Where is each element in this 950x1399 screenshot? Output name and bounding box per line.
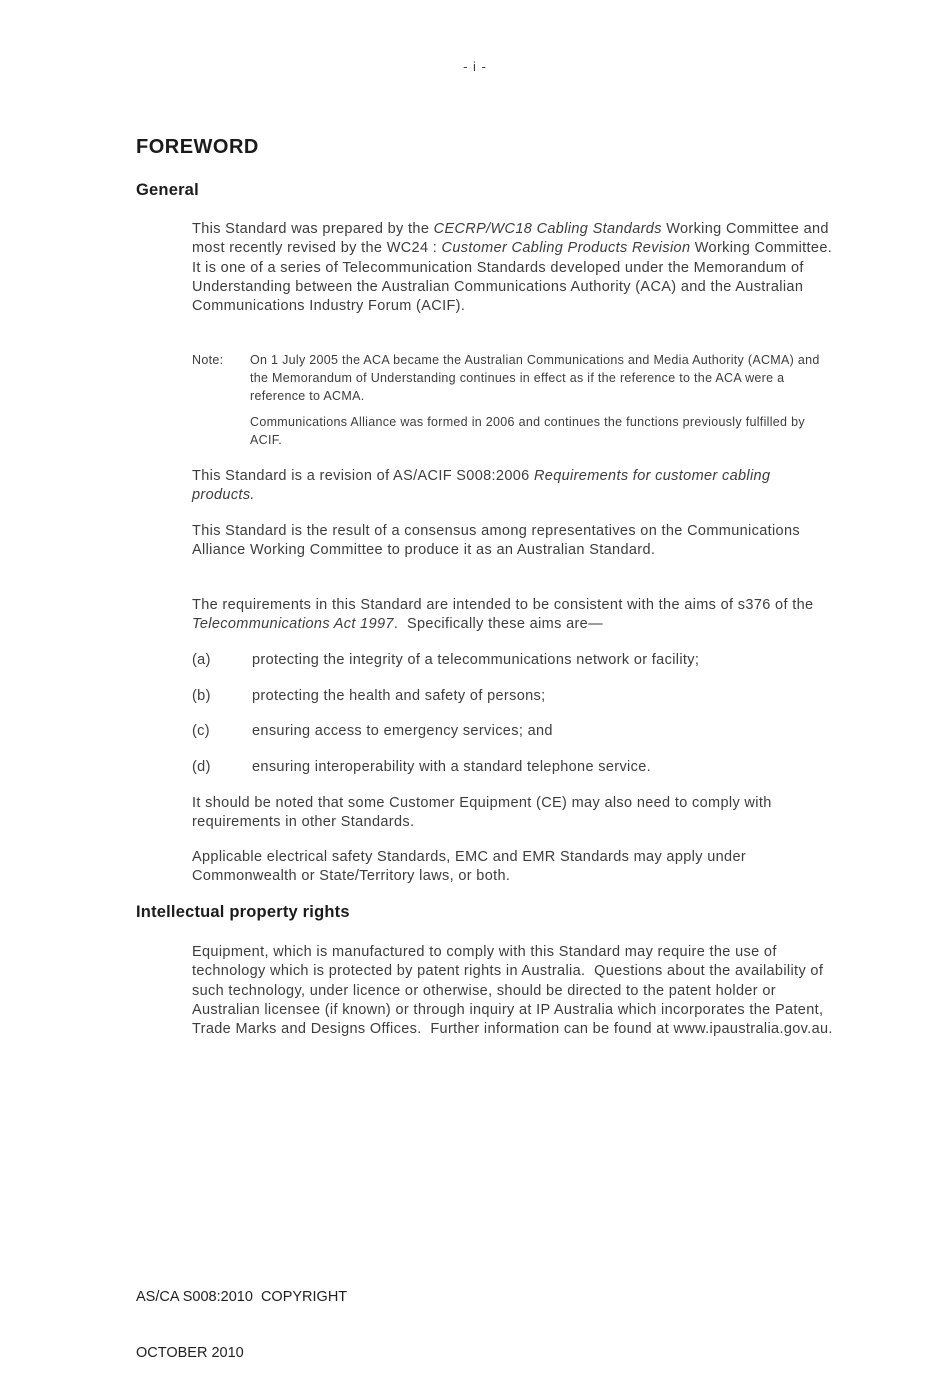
general-heading: General bbox=[136, 181, 199, 199]
list-item-text: protecting the health and safety of persons; bbox=[252, 688, 546, 704]
ipr-heading: Intellectual property rights bbox=[136, 903, 350, 921]
note-text: On 1 July 2005 the ACA became the Australian Communications and Media Authority (ACMA) and the Memorandum of Understanding continues in effect as if the reference to the ACA were a reference to ACMA. bbox=[250, 353, 824, 403]
text-run: This Standard was prepared by the bbox=[192, 221, 434, 237]
footer-line1: AS/CA S008:2010 COPYRIGHT bbox=[136, 1289, 348, 1305]
list-item-b bbox=[192, 687, 837, 706]
list-item-c bbox=[192, 722, 837, 741]
paragraph-revision bbox=[192, 467, 837, 506]
footer bbox=[136, 1251, 347, 1399]
list-marker: (a) bbox=[192, 652, 211, 668]
paragraph-applicable-standards: Applicable electrical safety Standards, EMC and EMR Standards may apply under Commonwealth or State/Territory laws, or both. bbox=[192, 849, 751, 885]
text-run-italic: CECRP/WC18 Cabling Standards bbox=[433, 221, 662, 237]
note-block-continued bbox=[192, 414, 837, 450]
text-run-italic: Requirements for customer cabling products. bbox=[192, 468, 775, 504]
paragraph-standard-prepared bbox=[192, 220, 841, 316]
text-run-italic: Telecommunications Act 1997 bbox=[192, 616, 394, 633]
footer-line2: OCTOBER 2010 bbox=[136, 1344, 244, 1361]
list-marker: (b) bbox=[192, 688, 211, 704]
text-run: The requirements in this Standard are intended to be consistent with the aims of s376 of the bbox=[192, 597, 818, 613]
note-label: Note: bbox=[192, 353, 224, 367]
page-number: - i - bbox=[463, 59, 487, 74]
text-run: Working Committee. It is one of a series of Telecommunication Standards developed under the Memorandum of Understanding between the Australian Communications Authority (ACA) and the Australian Communications Industry Forum (ACIF). bbox=[192, 240, 841, 315]
paragraph-consensus: This Standard is the result of a consensus among representatives on the Communications Alliance Working Committee to produce it as an Australian Standard. bbox=[192, 523, 804, 559]
list-item-text: ensuring interoperability with a standard telephone service. bbox=[252, 759, 652, 775]
note-block bbox=[192, 352, 837, 405]
text-run: Working Committee and most recently revised by the WC24 : bbox=[192, 221, 834, 257]
paragraph-requirements-aims bbox=[192, 596, 837, 635]
note-text: Communications Alliance was formed in 2006 and continues the functions previously fulfilled by ACIF. bbox=[250, 415, 808, 447]
text-run-italic: Customer Cabling Products Revision bbox=[441, 240, 691, 257]
foreword-heading: FOREWORD bbox=[136, 136, 259, 158]
text-run: . Specifically these aims are— bbox=[393, 616, 603, 633]
text-run: This Standard is a revision of AS/ACIF S008:2006 bbox=[192, 468, 534, 484]
list-item-text: protecting the integrity of a telecommunications network or facility; bbox=[252, 652, 700, 668]
list-item-text: ensuring access to emergency services; and bbox=[252, 723, 553, 739]
list-item-d bbox=[192, 758, 837, 777]
note-label-spacer bbox=[192, 414, 250, 450]
list-item-a bbox=[192, 651, 837, 670]
list-marker: (c) bbox=[192, 723, 210, 739]
paragraph-customer-equipment: It should be noted that some Customer Equipment (CE) may also need to comply with requirements in other Standards. bbox=[192, 795, 777, 831]
list-marker: (d) bbox=[192, 759, 211, 775]
paragraph-ipr: Equipment, which is manufactured to comply with this Standard may require the use of technology which is protected by patent rights in Australia. Questions about the availability of such technology, under licence or otherwise, should be directed to the patent holder or Australian licensee (if known) or through inquiry at IP Australia which incorporates the Patent, Trade Marks and Designs Offices. Further information can be found at www.ipaustralia.gov.au. bbox=[192, 944, 833, 1038]
